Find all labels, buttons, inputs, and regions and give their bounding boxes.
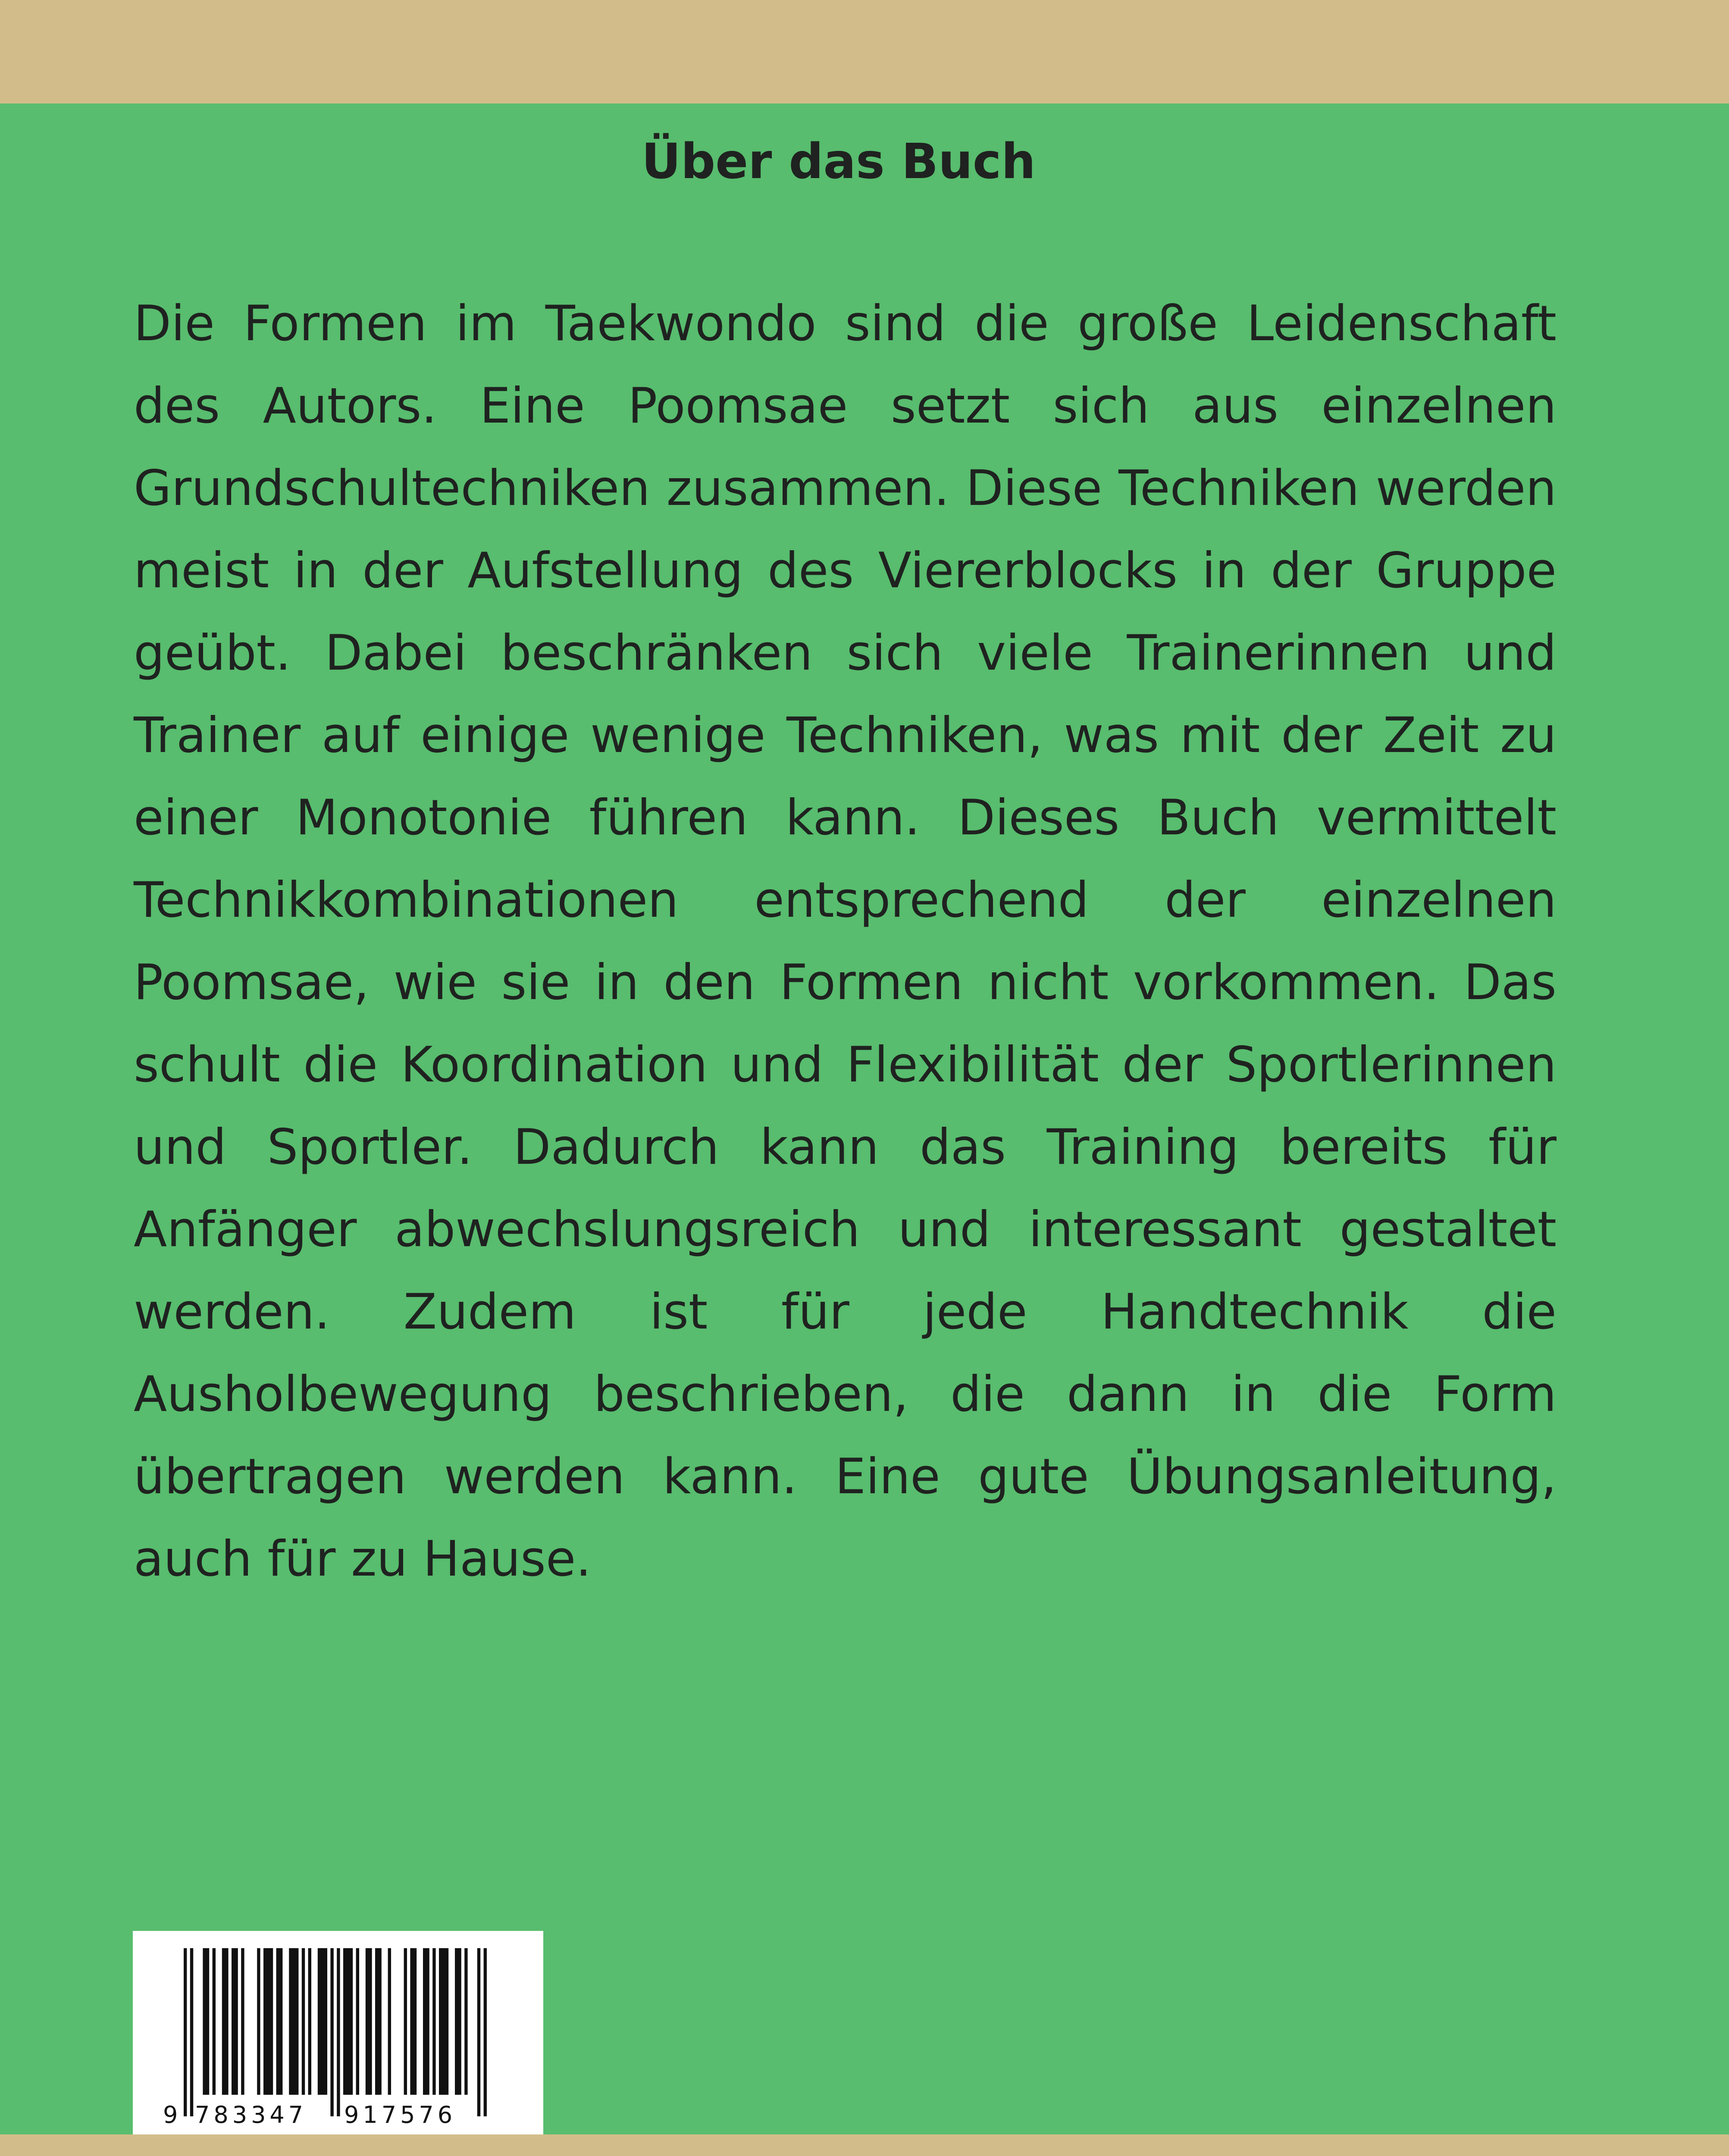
barcode-bar bbox=[432, 1948, 435, 2095]
back-cover-title: Über das Buch bbox=[642, 134, 1036, 190]
barcode-bars bbox=[133, 1931, 543, 2134]
barcode-bar bbox=[308, 1948, 311, 2095]
barcode-bar bbox=[484, 1948, 487, 2116]
barcode-bar bbox=[330, 1948, 333, 2116]
barcode-bar bbox=[241, 1948, 244, 2095]
barcode-digits-right: 917576 bbox=[344, 2101, 457, 2128]
barcode-bar bbox=[263, 1948, 273, 2095]
barcode-bar bbox=[455, 1948, 461, 2095]
book-description: Die Formen im Taekwondo sind die große Leidenschaft des Autors. Eine Poomsae setzt sich aus einzelnen Grundschultechniken zusammen. Diese Techniken werden meist in der Aufstellung des Viererblocks in der Gruppe geübt. Dabei beschränken sich viele Trainerinnen und Trainer auf einige wenige Techniken, was mit der Zeit zu einer Monotonie führen kann. Dieses Buch vermittelt Technikkombinationen entsprechend der einzelnen Poomsae, wie sie in den Formen nicht vorkommen. Das schult die Koordination und Flexibilität der Sportlerinnen und Sportler. Dadurch kann das Training bereits für Anfänger abwechslungsreich und interessant gestaltet werden. Zudem ist für jede Handtechnik die Ausholbewegung beschrieben, die dann in die Form übertragen werden kann. Eine gute Übungsanleitung, auch für zu Hause. bbox=[134, 295, 1557, 1587]
top-border-band bbox=[0, 0, 1729, 103]
barcode-bar bbox=[366, 1948, 372, 2095]
barcode-bar bbox=[222, 1948, 229, 2095]
barcode-bar bbox=[203, 1948, 209, 2095]
barcode-bar bbox=[423, 1948, 429, 2095]
barcode-bar bbox=[289, 1948, 298, 2095]
barcode-bar bbox=[410, 1948, 417, 2095]
barcode-bar bbox=[276, 1948, 283, 2095]
barcode-bar bbox=[184, 1948, 187, 2116]
barcode-bar bbox=[375, 1948, 382, 2095]
barcode-bar bbox=[343, 1948, 353, 2095]
barcode-bar bbox=[404, 1948, 407, 2095]
barcode-bar bbox=[337, 1948, 340, 2116]
barcode-bar bbox=[388, 1948, 391, 2095]
barcode-bar bbox=[232, 1948, 238, 2095]
isbn-barcode bbox=[133, 1931, 543, 2134]
barcode-bar bbox=[213, 1948, 216, 2095]
barcode-bar bbox=[464, 1948, 467, 2095]
barcode-bar bbox=[190, 1948, 193, 2116]
barcode-bar bbox=[356, 1948, 359, 2095]
barcode-bar bbox=[439, 1948, 448, 2095]
barcode-bar bbox=[302, 1948, 305, 2095]
barcode-bar bbox=[257, 1948, 260, 2095]
barcode-bar bbox=[477, 1948, 480, 2116]
barcode-digit-first: 9 bbox=[163, 2101, 182, 2128]
bottom-border-band bbox=[0, 2134, 1729, 2156]
barcode-digits-left: 783347 bbox=[195, 2101, 307, 2128]
barcode-bar bbox=[318, 1948, 327, 2095]
